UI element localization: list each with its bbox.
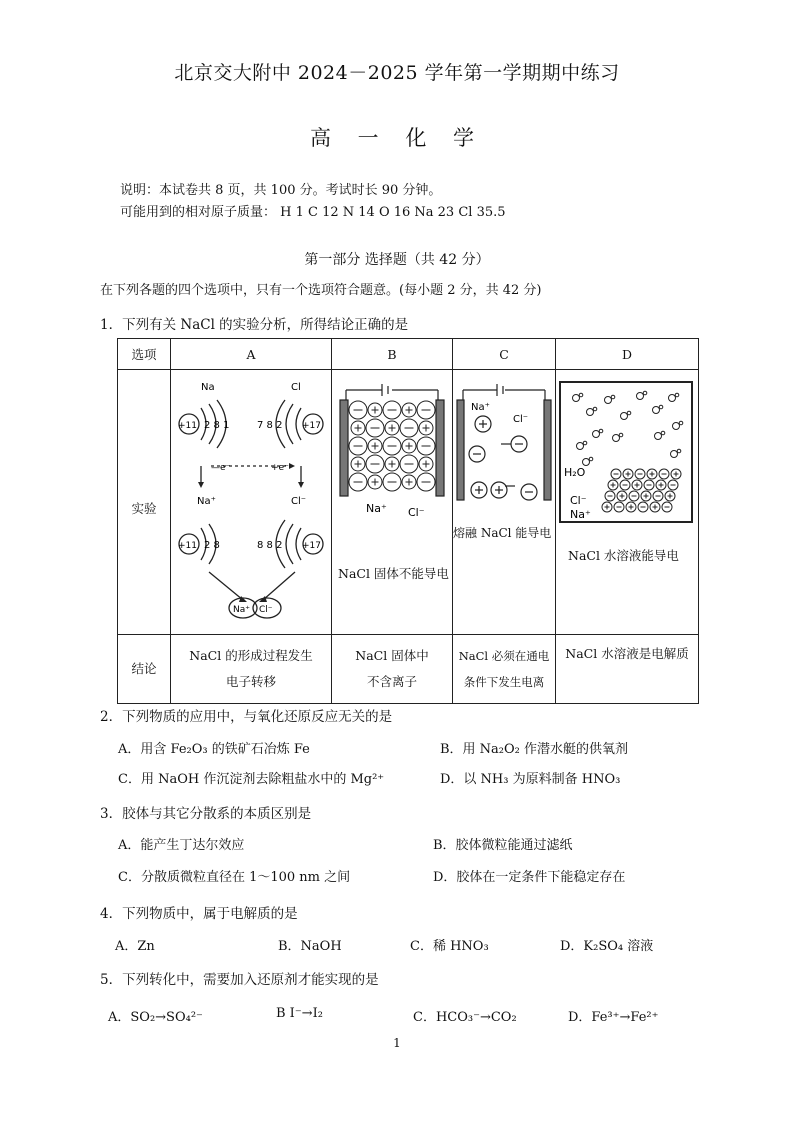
a-electron-lose: —e⁻ <box>211 463 231 473</box>
table-conclusion-row <box>118 635 699 704</box>
water-molecule <box>637 393 644 400</box>
table-header-cell: B <box>332 339 453 370</box>
d-water-label: H₂O <box>564 466 586 479</box>
question-1-stem: 1．下列有关 NaCl 的实验分析，所得结论正确的是 <box>100 317 409 333</box>
water-molecule <box>577 443 584 450</box>
exam-note: 说明：本试卷共 8 页，共 100 分。考试时长 90 分钟。 <box>120 183 442 198</box>
q5-option-b: B I⁻→I₂ <box>276 1006 323 1021</box>
a-cl-ion-core: +17 <box>302 541 321 551</box>
q4-option-c: C．稀 HNO₃ <box>410 939 489 954</box>
a-cl-ion-label: Cl⁻ <box>291 496 307 507</box>
b-caption: NaCl 固体不能导电 <box>338 566 449 581</box>
conclusion-c-line2: 条件下发生电离 <box>463 675 545 689</box>
conclusion-b-line2: 不含离子 <box>366 674 417 689</box>
electron-transfer-diagram <box>171 376 331 628</box>
table-experiment-row <box>118 370 699 635</box>
d-na-label: Na⁺ <box>570 508 591 521</box>
water-molecule <box>673 423 680 430</box>
conclusion-a <box>171 635 332 704</box>
water-molecule <box>669 395 676 402</box>
b-cl-label: Cl⁻ <box>408 506 425 519</box>
q4-option-a: A．Zn <box>115 939 155 954</box>
table-header-cell: A <box>171 339 332 370</box>
conclusion-c <box>453 635 556 704</box>
water-molecule <box>653 407 660 414</box>
water-molecule <box>621 413 628 420</box>
aqueous-solution-diagram <box>556 376 698 526</box>
q2-option-c: C．用 NaOH 作沉淀剂去除粗盐水中的 Mg²⁺ <box>118 772 385 787</box>
a-cl-label: Cl <box>291 382 301 393</box>
table-header-row <box>118 339 699 370</box>
q3-option-c: C．分散质微粒直径在 1～100 nm 之间 <box>118 870 351 885</box>
q2-option-a: A．用含 Fe₂O₃ 的铁矿石冶炼 Fe <box>118 742 310 757</box>
d-caption: NaCl 水溶液能导电 <box>568 548 679 563</box>
experiment-d-cell <box>556 370 699 635</box>
c-na-label: Na⁺ <box>471 402 490 413</box>
page-number: 1 <box>393 1036 401 1050</box>
part-title: 第一部分 选择题（共 42 分） <box>304 252 490 268</box>
a-cl-ion-shell: 8 8 2 <box>257 540 283 551</box>
row-label-conclusion: 结论 <box>118 635 171 704</box>
a-pair-cl: Cl⁻ <box>259 605 273 615</box>
conclusion-d-line1: NaCl 水溶液是电解质 <box>565 646 689 661</box>
atomic-mass-note: 可能用到的相对原子质量： H 1 C 12 N 14 O 16 Na 23 Cl 35.5 <box>120 205 506 220</box>
solid-lattice-diagram <box>332 376 452 526</box>
q3-option-b: B．胶体微粒能通过滤纸 <box>433 838 573 853</box>
question-3-stem: 3．胶体与其它分散系的本质区别是 <box>100 806 312 822</box>
table-header-cell: 选项 <box>118 339 171 370</box>
a-electron-gain: +e⁻ <box>271 463 289 473</box>
a-cl-core: +17 <box>302 421 321 431</box>
water-molecule <box>613 435 620 442</box>
q4-option-d: D．K₂SO₄ 溶液 <box>560 939 654 954</box>
c-caption: 熔融 NaCl 能导电 <box>453 526 552 540</box>
q5-option-a: A．SO₂→SO₄²⁻ <box>108 1010 203 1025</box>
water-molecule <box>605 397 612 404</box>
experiment-b-cell <box>332 370 453 635</box>
molten-nacl-diagram <box>453 376 555 526</box>
a-na-core: +11 <box>178 421 197 431</box>
a-cl-shell: 7 8 2 <box>257 420 283 431</box>
a-na-shell: 2 8 1 <box>204 420 230 431</box>
table-header-cell: C <box>453 339 556 370</box>
question-4-stem: 4．下列物质中，属于电解质的是 <box>100 906 298 922</box>
c-cl-label: Cl⁻ <box>513 414 529 425</box>
water-molecule <box>587 409 594 416</box>
q4-option-b: B．NaOH <box>278 939 342 954</box>
water-molecule <box>671 451 678 458</box>
q5-option-c: C．HCO₃⁻→CO₂ <box>413 1010 517 1025</box>
exam-title: 北京交大附中 2024－2025 学年第一学期期中练习 <box>174 62 620 84</box>
q3-option-a: A．能产生丁达尔效应 <box>118 838 245 853</box>
conclusion-d <box>556 635 699 704</box>
a-na-ion-label: Na⁺ <box>197 496 216 507</box>
question-5-stem: 5．下列转化中，需要加入还原剂才能实现的是 <box>100 972 379 988</box>
question-2-stem: 2．下列物质的应用中，与氧化还原反应无关的是 <box>100 709 393 725</box>
conclusion-b-line1: NaCl 固体中 <box>355 648 429 663</box>
a-pair-na: Na⁺ <box>233 605 250 615</box>
part-instruction: 在下列各题的四个选项中，只有一个选项符合题意。(每小题 2 分，共 42 分) <box>100 283 542 298</box>
water-molecule <box>583 459 590 466</box>
conclusion-c-line1: NaCl 必须在通电 <box>458 649 550 663</box>
table-header-cell: D <box>556 339 699 370</box>
conclusion-a-line2: 电子转移 <box>225 674 276 689</box>
row-label-experiment: 实验 <box>118 370 171 635</box>
conclusion-b <box>332 635 453 704</box>
q5-option-d: D．Fe³⁺→Fe²⁺ <box>568 1010 659 1025</box>
q3-option-d: D．胶体在一定条件下能稳定存在 <box>433 870 626 885</box>
experiment-c-cell <box>453 370 556 635</box>
water-molecule <box>593 431 600 438</box>
a-na-label: Na <box>201 382 215 393</box>
d-cl-label: Cl⁻ <box>570 494 587 507</box>
a-na-ion-shell: 2 8 <box>204 540 220 551</box>
question-1-table <box>117 338 699 704</box>
b-na-label: Na⁺ <box>366 502 387 515</box>
q2-option-d: D．以 NH₃ 为原料制备 HNO₃ <box>440 772 621 787</box>
q2-option-b: B．用 Na₂O₂ 作潜水艇的供氧剂 <box>440 742 629 757</box>
water-molecule <box>573 395 580 402</box>
conclusion-a-line1: NaCl 的形成过程发生 <box>189 648 313 663</box>
a-na-ion-core: +11 <box>178 541 197 551</box>
experiment-a-cell <box>171 370 332 635</box>
exam-subject: 高 一 化 学 <box>309 126 485 150</box>
water-molecule <box>655 433 662 440</box>
